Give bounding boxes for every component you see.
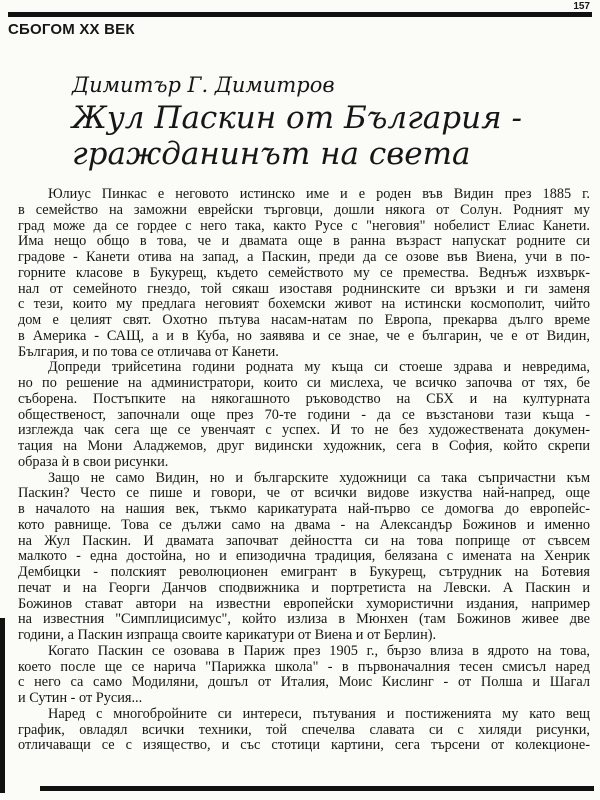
body-line: печат и на Георги Данчов сподвижника и портретиста на Левски. А Паскин и <box>18 580 590 596</box>
body-line: Юлиус Пинкас е неговото истинско име и е роден във Видин през 1885 г. <box>48 187 590 202</box>
body-line: но по решение на администратори, които си мислеха, че всичко започва от тях, бе <box>18 376 590 391</box>
author-name: Димитър Г. Димитров <box>72 73 335 97</box>
body-line: в Америка - САЩ, а и в Куба, но заявява и се знае, че е българин, че е от Видин, <box>18 328 590 344</box>
body-line: общественост, започнали още през 70-те години - да се възстанови тази къща - <box>18 407 590 423</box>
body-line: в началото на нашия век, тъкмо карикатурата най-първо се домогва до европейс- <box>18 502 590 517</box>
body-line: Допреди трийсетина години родната му къща си стоеше здрава и невредима, <box>48 360 590 376</box>
body-line: отличаващи се с изящество, и със стотици картини, сега търсени от колекционе- <box>18 738 590 754</box>
body-line: Има нещо общо в това, че и двамата още в ранна възраст напускат родните си <box>18 234 590 250</box>
body-line: горните класове в Букурещ, където семейството му се премества. Веднъж изхвърк- <box>18 265 590 281</box>
body-line: град може да се гордее с него така, както Русе с "неговия" нобелист Елиас Канети. <box>18 218 590 234</box>
page-number: 157 <box>573 1 590 12</box>
scan-edge-shadow <box>0 618 5 793</box>
body-line: Паскин? Често се пише и говори, че от всички видове изкуства най-напред, още <box>18 486 590 502</box>
body-line: Дембицки - полският революционен емигрант в Букурещ, сътрудник на Ботевия <box>18 565 590 580</box>
body-line: съборена. Постъпките на някогашното ръководство на СБХ и на културната <box>18 391 590 407</box>
article-title <box>72 100 522 172</box>
body-line: години, а Паскин изпраща своите карикатури от Виена и от Берлин). <box>18 628 437 643</box>
body-line: тация на Мони Аладжемов, друг видински художник, сега в София, който скрепи <box>18 439 590 454</box>
body-line: кото равнище. Това се дължи само на двама - на Александър Божинов и именно <box>18 517 590 533</box>
body-line: малкото - една достойна, но и епизодична традиция, белязана с имената на Хенрик <box>18 549 590 565</box>
body-line: Защо не само Видин, но и българските художници са така съпричастни към <box>48 470 590 486</box>
body-line: Божинов стават автори на известни европейски хумористични издания, например <box>18 596 590 612</box>
body-line: което после ще се нарича "Парижка школа" - в първоначалния тесен смисъл наред <box>18 659 590 675</box>
body-line: в семейство на заможни еврейски търговци, дошли някога от Солун. Родният му <box>18 202 590 218</box>
title-line: Жул Паскин от България - <box>72 100 522 136</box>
body-line: с него са само Модиляни, дошъл от Италия, Моис Кислинг - от Полша и Шагал <box>18 675 590 691</box>
body-line: Когато Паскин се озовава в Париж през 1905 г., бързо влиза в ядрото на това, <box>48 643 590 659</box>
section-heading: СБОГОМ ХХ ВЕК <box>8 21 135 38</box>
body-line: и Сутин - от Русия... <box>18 691 143 706</box>
body-line: Наред с многобройните си интереси, пътувания и постиженията му като вещ <box>48 706 590 722</box>
body-line: образа ѝ в свои рисунки. <box>18 454 169 470</box>
top-rule <box>8 12 592 17</box>
article-body <box>18 187 590 754</box>
bottom-rule <box>40 786 594 791</box>
body-line: градове - Канети отива на запад, а Паскин, преди да се озове във Виена, учи в по- <box>18 250 590 265</box>
body-line: на известния "Симплицисимус", който излиза в Мюнхен (там Божинов живее две <box>18 612 590 628</box>
body-line: България, и по това се отличава от Канети. <box>18 344 279 360</box>
title-line: гражданинът на света <box>72 136 471 172</box>
body-line: с тези, които му предлага неговият бохемски живот на истински космополит, чийто <box>18 297 590 313</box>
body-line: нал от семейното гнездо, той сякаш изоставя роднинските си връзки и ги заменя <box>18 281 590 297</box>
body-line: на Жул Паскин. И двамата започват дейността си на това поприще от съвсем <box>18 533 590 549</box>
body-line: изглежда чак сега ще се увенчаят с успех. И то не без художествената докумен- <box>18 423 590 439</box>
body-line: дом е целият свят. Охотно пътува насам-натам по Европа, прекарва дълго време <box>18 313 590 328</box>
body-line: график, овладял всички техники, той спечелва славата си с хиляди рисунки, <box>18 722 590 738</box>
